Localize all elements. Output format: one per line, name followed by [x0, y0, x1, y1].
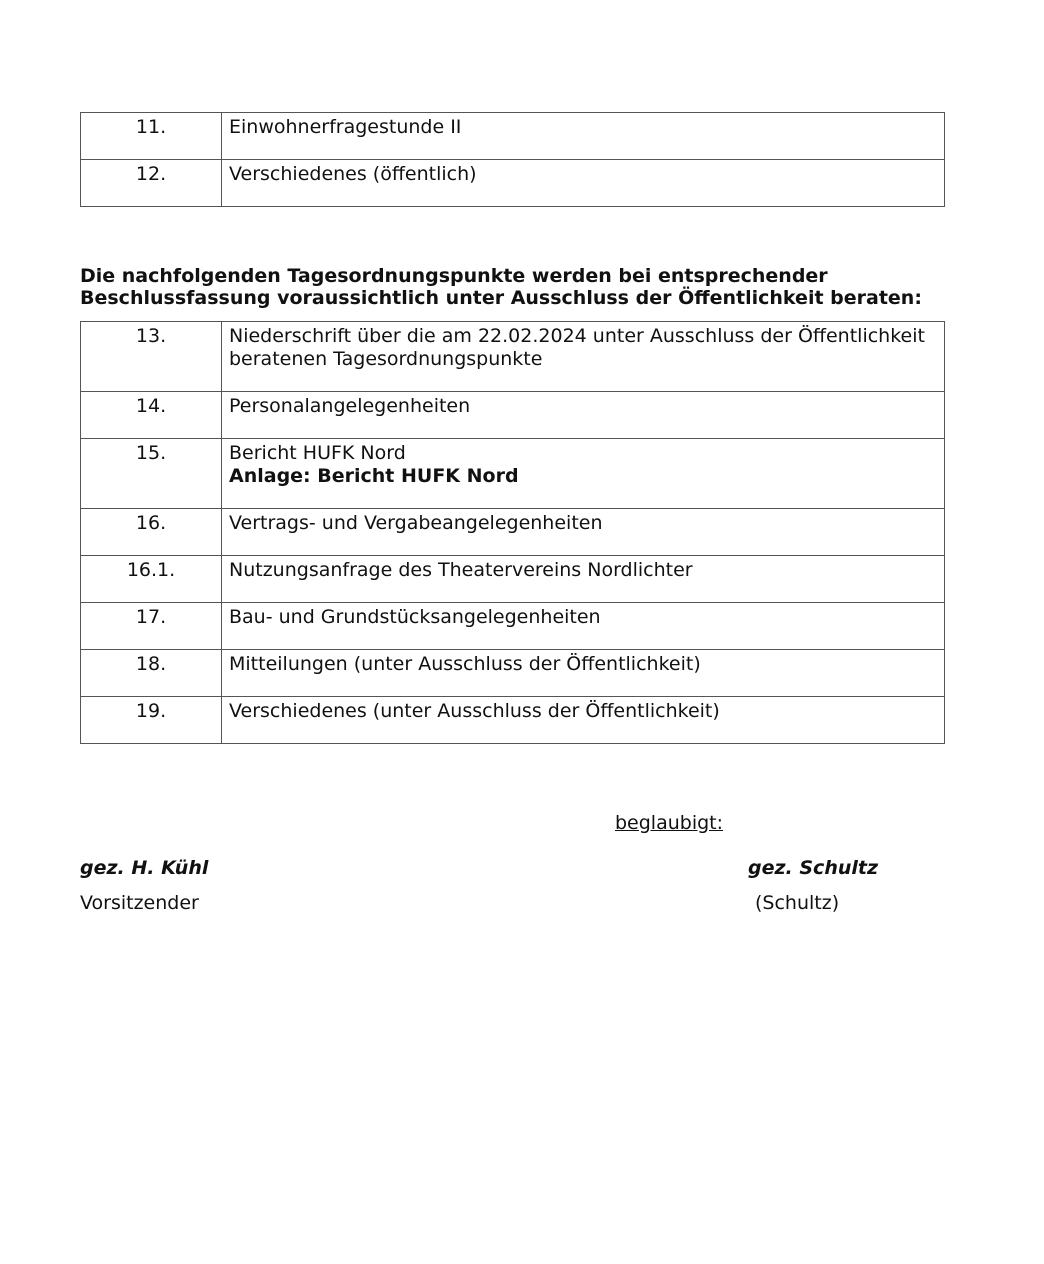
- agenda-item-number: 16.: [81, 509, 222, 556]
- agenda-row: [81, 697, 945, 744]
- agenda-item-title: [222, 392, 945, 439]
- agenda-item-number: 15.: [81, 439, 222, 509]
- agenda-item-line: Bericht HUFK Nord: [229, 442, 406, 464]
- agenda-row: [81, 392, 945, 439]
- agenda-item-line: Bau- und Grundstücksangelegenheiten: [229, 606, 601, 628]
- agenda-item-title: [222, 603, 945, 650]
- agenda-table-public: [80, 112, 945, 207]
- agenda-row: [81, 603, 945, 650]
- agenda-item-number: 19.: [81, 697, 222, 744]
- agenda-item-number: 12.: [81, 160, 222, 207]
- section-heading-line: Beschlussfassung voraussichtlich unter Ausschluss der Öffentlichkeit beraten:: [80, 287, 922, 309]
- agenda-item-title: [222, 509, 945, 556]
- agenda-table-private: [80, 321, 945, 744]
- agenda-item-number: 17.: [81, 603, 222, 650]
- agenda-item-title: [222, 113, 945, 160]
- agenda-item-title: [222, 556, 945, 603]
- agenda-item-line: Verschiedenes (unter Ausschluss der Öffentlichkeit): [229, 700, 720, 722]
- agenda-item-title: [222, 650, 945, 697]
- signature-chair-role: Vorsitzender: [80, 892, 199, 914]
- agenda-item-number: 13.: [81, 322, 222, 392]
- agenda-item-line: Einwohnerfragestunde II: [229, 116, 462, 138]
- agenda-row: [81, 322, 945, 392]
- section-heading-line: Die nachfolgenden Tagesordnungspunkte werden bei entsprechender: [80, 265, 828, 287]
- agenda-item-line: Nutzungsanfrage des Theatervereins Nordlichter: [229, 559, 693, 581]
- agenda-item-line: beratenen Tagesordnungspunkte: [229, 348, 543, 370]
- agenda-item-number: 16.1.: [81, 556, 222, 603]
- signature-certifier-role: (Schultz): [755, 892, 840, 914]
- signature-chair-name: gez. H. Kühl: [80, 857, 209, 879]
- section-heading: [80, 265, 960, 309]
- agenda-row: [81, 113, 945, 160]
- agenda-item-number: 14.: [81, 392, 222, 439]
- agenda-row: [81, 556, 945, 603]
- agenda-item-line: Niederschrift über die am 22.02.2024 unter Ausschluss der Öffentlichkeit: [229, 325, 925, 347]
- agenda-row: [81, 509, 945, 556]
- agenda-item-title: [222, 160, 945, 207]
- agenda-item-number: 18.: [81, 650, 222, 697]
- agenda-item-line: Mitteilungen (unter Ausschluss der Öffentlichkeit): [229, 653, 701, 675]
- agenda-item-attachment: Anlage: Bericht HUFK Nord: [229, 465, 519, 487]
- agenda-item-title: [222, 322, 945, 392]
- signature-certifier-name: gez. Schultz: [748, 857, 879, 879]
- agenda-row: [81, 650, 945, 697]
- agenda-item-line: Vertrags- und Vergabeangelegenheiten: [229, 512, 603, 534]
- agenda-item-line: Verschiedenes (öffentlich): [229, 163, 477, 185]
- agenda-item-title: [222, 439, 945, 509]
- agenda-row: [81, 439, 945, 509]
- certified-label: beglaubigt:: [615, 812, 724, 834]
- agenda-item-line: Personalangelegenheiten: [229, 395, 471, 417]
- agenda-row: [81, 160, 945, 207]
- agenda-item-number: 11.: [81, 113, 222, 160]
- agenda-item-title: [222, 697, 945, 744]
